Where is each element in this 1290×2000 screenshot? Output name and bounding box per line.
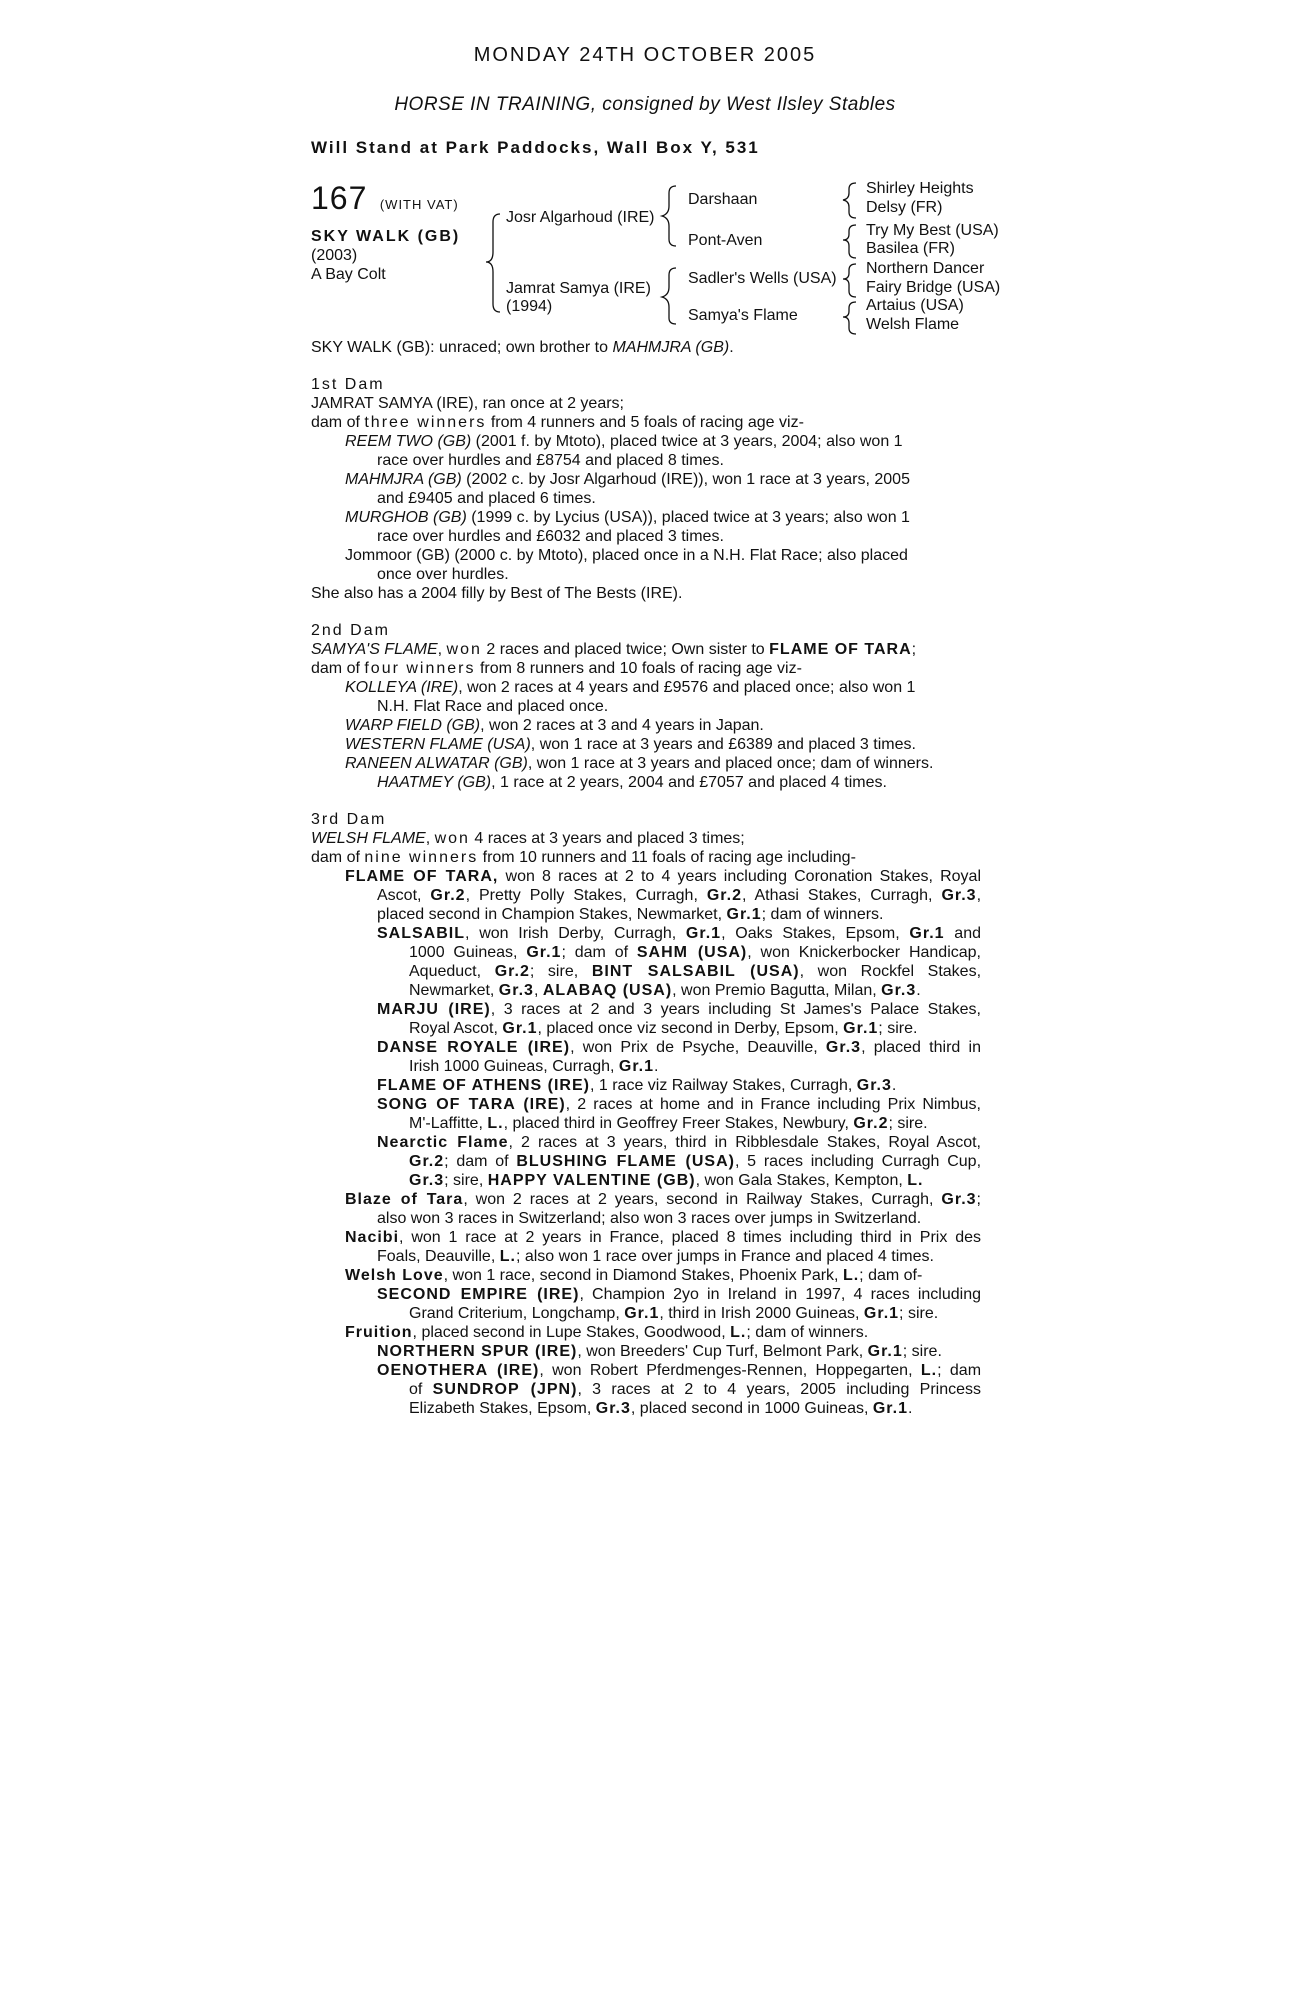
produce-line: Newmarket, Gr.3, ALABAQ (USA), won Premio Bagutta, Milan, Gr.3.: [409, 982, 921, 999]
produce-line: SONG OF TARA (IRE), 2 races at home and in France including Prix Nimbus,: [377, 1096, 981, 1113]
produce-line: MARJU (IRE), 3 races at 2 and 3 years including St James's Palace Stakes,: [377, 1001, 981, 1018]
produce-line: Fruition, placed second in Lupe Stakes, Goodwood, L.; dam of winners.: [345, 1324, 869, 1341]
pedigree-dam-year: (1994): [506, 298, 553, 315]
produce-line: also won 3 races in Switzerland; also won 3 races over jumps in Switzerland.: [377, 1210, 922, 1227]
second-dam-line: SAMYA'S FLAME, won 2 races and placed twice; Own sister to FLAME OF TARA;: [311, 641, 917, 658]
produce-line: FLAME OF ATHENS (IRE), 1 race viz Railway Stakes, Curragh, Gr.3.: [377, 1077, 897, 1094]
pedigree-ssd: Delsy (FR): [866, 199, 943, 216]
pedigree-sire-sire: Darshaan: [688, 191, 758, 208]
second-dam-heading: 2nd Dam: [311, 622, 390, 639]
produce-line: SECOND EMPIRE (IRE), Champion 2yo in Ireland in 1997, 4 races including: [377, 1286, 981, 1303]
horse-year: (2003): [311, 247, 358, 264]
second-dam-produce-line: dam of four winners from 8 runners and 10 foals of racing age viz-: [311, 660, 802, 677]
pedigree-ddd: Welsh Flame: [866, 316, 960, 333]
consignment-subtitle: HORSE IN TRAINING, consigned by West Ilsley Stables: [394, 94, 896, 115]
third-dam-produce-line: dam of nine winners from 10 runners and 11 foals of racing age including-: [311, 849, 856, 866]
produce-entry-cont: race over hurdles and £6032 and placed 3 times.: [377, 528, 724, 545]
produce-line: SALSABIL, won Irish Derby, Curragh, Gr.1, Oaks Stakes, Epsom, Gr.1 and: [377, 925, 981, 942]
produce-entry: Jommoor (GB) (2000 c. by Mtoto), placed once in a N.H. Flat Race; also placed: [345, 547, 908, 564]
produce-line: Gr.2; dam of BLUSHING FLAME (USA), 5 races including Curragh Cup,: [409, 1153, 981, 1170]
produce-line: Welsh Love, won 1 race, second in Diamond Stakes, Phoenix Park, L.; dam of-: [345, 1267, 923, 1284]
pedigree-dam-sire: Sadler's Wells (USA): [688, 270, 837, 287]
first-dam-heading: 1st Dam: [311, 376, 385, 393]
produce-entry: WARP FIELD (GB), won 2 races at 3 and 4 years in Japan.: [345, 717, 764, 734]
produce-line: Irish 1000 Guineas, Curragh, Gr.1.: [409, 1058, 659, 1075]
pedigree-sds: Try My Best (USA): [866, 222, 999, 239]
pedigree-sss: Shirley Heights: [866, 180, 974, 197]
first-dam-line: JAMRAT SAMYA (IRE), ran once at 2 years;: [311, 395, 624, 412]
produce-line: 1000 Guineas, Gr.1; dam of SAHM (USA), won Knickerbocker Handicap,: [409, 944, 981, 961]
third-dam-line: WELSH FLAME, won 4 races at 3 years and placed 3 times;: [311, 830, 745, 847]
produce-entry: HAATMEY (GB), 1 race at 2 years, 2004 and £7057 and placed 4 times.: [377, 774, 887, 791]
produce-line: Gr.3; sire, HAPPY VALENTINE (GB), won Gala Stakes, Kempton, L.: [409, 1172, 924, 1189]
pedigree-dsd: Fairy Bridge (USA): [866, 279, 1001, 296]
produce-entry: MURGHOB (GB) (1999 c. by Lycius (USA)), placed twice at 3 years; also won 1: [345, 509, 910, 526]
produce-line: OENOTHERA (IRE), won Robert Pferdmenges-Rennen, Hoppegarten, L.; dam: [377, 1362, 981, 1379]
produce-entry: WESTERN FLAME (USA), won 1 race at 3 years and £6389 and placed 3 times.: [345, 736, 916, 753]
first-dam-note: She also has a 2004 filly by Best of The Bests (IRE).: [311, 585, 683, 602]
stand-location: Will Stand at Park Paddocks, Wall Box Y, 531: [311, 138, 760, 157]
produce-line: placed second in Champion Stakes, Newmarket, Gr.1; dam of winners.: [377, 906, 884, 923]
intro-line: SKY WALK (GB): unraced; own brother to MAHMJRA (GB).: [311, 339, 734, 356]
produce-line: M'-Laffitte, L., placed third in Geoffrey Freer Stakes, Newbury, Gr.2; sire.: [409, 1115, 928, 1132]
horse-name: SKY WALK (GB): [311, 228, 461, 245]
produce-line: Aqueduct, Gr.2; sire, BINT SALSABIL (USA), won Rockfel Stakes,: [409, 963, 981, 980]
pedigree-sire-dam: Pont-Aven: [688, 232, 763, 249]
produce-line: Royal Ascot, Gr.1, placed once viz second in Derby, Epsom, Gr.1; sire.: [409, 1020, 918, 1037]
pedigree-sdd: Basilea (FR): [866, 240, 955, 257]
produce-line: Grand Criterium, Longchamp, Gr.1, third in Irish 2000 Guineas, Gr.1; sire.: [409, 1305, 939, 1322]
produce-line: Elizabeth Stakes, Epsom, Gr.3, placed second in 1000 Guineas, Gr.1.: [409, 1400, 913, 1417]
produce-entry: RANEEN ALWATAR (GB), won 1 race at 3 years and placed once; dam of winners.: [345, 755, 934, 772]
pedigree-dam-dam: Samya's Flame: [688, 307, 798, 324]
pedigree-sire: Josr Algarhoud (IRE): [506, 209, 655, 226]
lot-number: 167: [311, 180, 368, 216]
produce-line: Ascot, Gr.2, Pretty Polly Stakes, Curragh, Gr.2, Athasi Stakes, Curragh, Gr.3,: [377, 887, 981, 904]
produce-entry-cont: race over hurdles and £8754 and placed 8 times.: [377, 452, 724, 469]
intro-horse: MAHMJRA (GB): [612, 339, 730, 356]
produce-entry-cont: once over hurdles.: [377, 566, 509, 583]
pedigree-dds: Artaius (USA): [866, 297, 964, 314]
produce-entry: REEM TWO (GB) (2001 f. by Mtoto), placed twice at 3 years, 2004; also won 1: [345, 433, 903, 450]
produce-entry: MAHMJRA (GB) (2002 c. by Josr Algarhoud (IRE)), won 1 race at 3 years, 2005: [345, 471, 910, 488]
produce-line: Blaze of Tara, won 2 races at 2 years, second in Railway Stakes, Curragh, Gr.3;: [345, 1191, 981, 1208]
vat-label: (WITH VAT): [379, 197, 459, 212]
third-dam-produce: [311, 867, 981, 1418]
horse-description: A Bay Colt: [311, 266, 386, 283]
produce-line: Nearctic Flame, 2 races at 3 years, third in Ribblesdale Stakes, Royal Ascot,: [377, 1134, 981, 1151]
produce-entry: KOLLEYA (IRE), won 2 races at 4 years and £9576 and placed once; also won 1: [345, 679, 916, 696]
catalogue-text: [311, 338, 981, 1418]
produce-line: NORTHERN SPUR (IRE), won Breeders' Cup Turf, Belmont Park, Gr.1; sire.: [377, 1343, 942, 1360]
produce-line: FLAME OF TARA, won 8 races at 2 to 4 years including Coronation Stakes, Royal: [345, 868, 981, 885]
produce-line: Foals, Deauville, L.; also won 1 race over jumps in France and placed 4 times.: [377, 1248, 934, 1265]
sale-date: MONDAY 24TH OCTOBER 2005: [473, 44, 817, 66]
third-dam-heading: 3rd Dam: [311, 811, 387, 828]
produce-entry-cont: N.H. Flat Race and placed once.: [377, 698, 609, 715]
produce-line: of SUNDROP (JPN), 3 races at 2 to 4 years, 2005 including Princess: [409, 1381, 981, 1398]
first-dam-produce-line: dam of three winners from 4 runners and 5 foals of racing age viz-: [311, 414, 804, 431]
pedigree-dam: Jamrat Samya (IRE): [506, 280, 651, 297]
produce-entry-cont: and £9405 and placed 6 times.: [377, 490, 596, 507]
produce-line: Nacibi, won 1 race at 2 years in France, placed 8 times including third in Prix des: [345, 1229, 981, 1246]
pedigree-dss: Northern Dancer: [866, 260, 985, 277]
produce-line: DANSE ROYALE (IRE), won Prix de Psyche, Deauville, Gr.3, placed third in: [377, 1039, 981, 1056]
